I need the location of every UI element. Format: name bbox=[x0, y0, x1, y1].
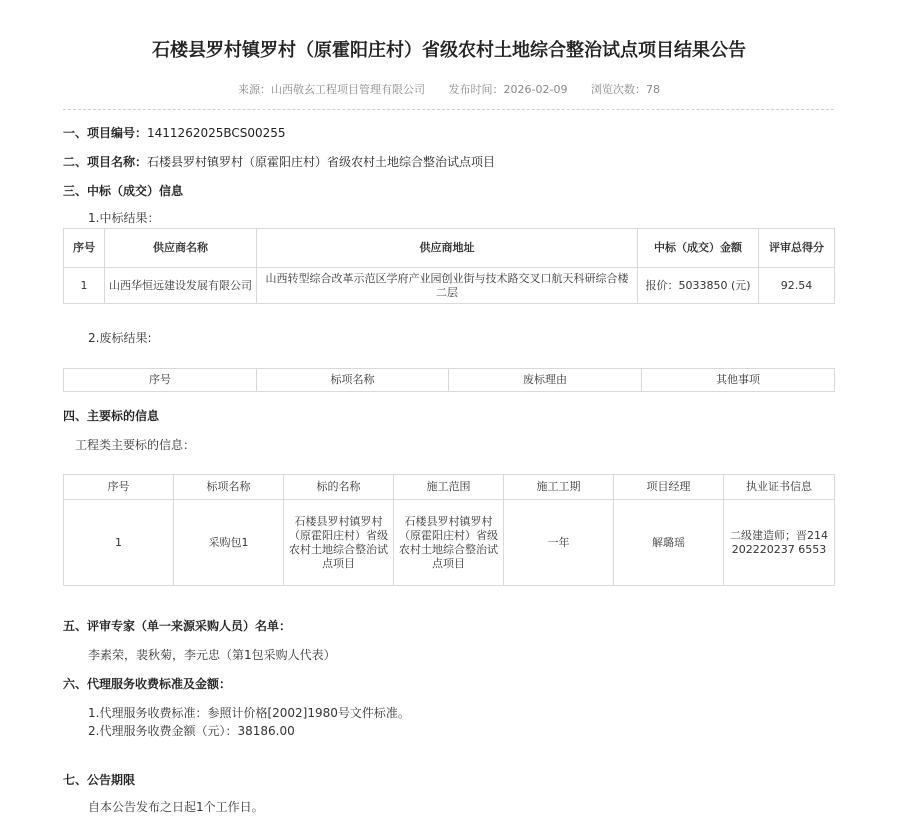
table-cell: 解璐瑶 bbox=[614, 500, 724, 586]
table-header: 供应商地址 bbox=[257, 229, 638, 268]
table-header: 标项名称 bbox=[257, 369, 449, 392]
failed-bid-subheading: 2.废标结果: bbox=[88, 331, 152, 345]
table-header: 标项名称 bbox=[174, 475, 284, 500]
table-header: 其他事项 bbox=[642, 369, 835, 392]
table-cell: 山西华恒远建设发展有限公司 bbox=[105, 268, 257, 304]
table-cell: 采购包1 bbox=[174, 500, 284, 586]
agency-fee-standard: 1.代理服务收费标准：参照计价格[2002]1980号文件标准。 bbox=[88, 706, 410, 720]
table-cell: 山西转型综合改革示范区学府产业园创业街与技术路交叉口航天科研综合楼二层 bbox=[257, 268, 638, 304]
table-header-row bbox=[64, 369, 835, 392]
table-header: 执业证书信息 bbox=[724, 475, 835, 500]
table-header: 中标（成交）金额 bbox=[638, 229, 759, 268]
article-meta bbox=[0, 81, 898, 97]
table-header: 废标理由 bbox=[449, 369, 642, 392]
table-header: 序号 bbox=[64, 369, 257, 392]
table-header: 项目经理 bbox=[614, 475, 724, 500]
table-header: 序号 bbox=[64, 229, 105, 268]
table-header: 施工工期 bbox=[504, 475, 614, 500]
project-number-value: 1411262025BCS00255 bbox=[147, 126, 286, 140]
publish-time: 发布时间：2026-02-09 bbox=[448, 83, 568, 96]
project-name-value: 石楼县罗村镇罗村（原霍阳庄村）省级农村土地综合整治试点项目 bbox=[147, 155, 496, 169]
expert-list-heading: 五、评审专家（单一来源采购人员）名单： bbox=[63, 619, 292, 633]
notice-period-heading: 七、公告期限 bbox=[63, 773, 136, 787]
table-header: 序号 bbox=[64, 475, 174, 500]
agency-fee-heading: 六、代理服务收费标准及金额： bbox=[63, 677, 232, 691]
table-header: 供应商名称 bbox=[105, 229, 257, 268]
award-result-table bbox=[63, 228, 835, 304]
table-cell: 报价：5033850 (元) bbox=[638, 268, 759, 304]
project-number-label: 一、项目编号： bbox=[63, 126, 148, 140]
table-header: 标的名称 bbox=[284, 475, 394, 500]
table-cell: 92.54 bbox=[759, 268, 835, 304]
divider bbox=[63, 109, 834, 110]
table-cell: 1 bbox=[64, 500, 174, 586]
table-header: 评审总得分 bbox=[759, 229, 835, 268]
notice-period-content: 自本公告发布之日起1个工作日。 bbox=[88, 800, 264, 814]
agency-fee-amount: 2.代理服务收费金额（元）：38186.00 bbox=[88, 724, 295, 738]
table-cell: 一年 bbox=[504, 500, 614, 586]
project-name-label: 二、项目名称： bbox=[63, 155, 148, 169]
source-label: 来源：山西敬玄工程项目管理有限公司 bbox=[238, 83, 426, 96]
table-cell: 二级建造师；晋214202220237 6553 bbox=[724, 500, 835, 586]
project-number-row bbox=[63, 124, 286, 141]
page-title: 石楼县罗村镇罗村（原霍阳庄村）省级农村土地综合整治试点项目结果公告 bbox=[152, 40, 746, 61]
main-subject-table bbox=[63, 474, 835, 586]
award-info-heading: 三、中标（成交）信息 bbox=[63, 184, 184, 198]
table-row bbox=[64, 268, 835, 304]
table-header: 施工范围 bbox=[394, 475, 504, 500]
table-cell: 石楼县罗村镇罗村（原霍阳庄村）省级农村土地综合整治试点项目 bbox=[394, 500, 504, 586]
expert-list-content: 李素荣，裴秋菊，李元忠（第1包采购人代表） bbox=[88, 648, 336, 662]
table-row bbox=[64, 500, 835, 586]
main-subject-subheading: 工程类主要标的信息： bbox=[75, 438, 196, 452]
project-name-row bbox=[63, 153, 495, 170]
award-result-subheading: 1.中标结果： bbox=[88, 211, 160, 225]
main-subject-heading: 四、主要标的信息 bbox=[63, 409, 160, 423]
table-cell: 1 bbox=[64, 268, 105, 304]
failed-bid-table bbox=[63, 368, 835, 392]
table-header-row bbox=[64, 229, 835, 268]
table-cell: 石楼县罗村镇罗村（原霍阳庄村）省级农村土地综合整治试点项目 bbox=[284, 500, 394, 586]
table-header-row bbox=[64, 475, 835, 500]
view-count: 浏览次数：78 bbox=[590, 83, 660, 96]
